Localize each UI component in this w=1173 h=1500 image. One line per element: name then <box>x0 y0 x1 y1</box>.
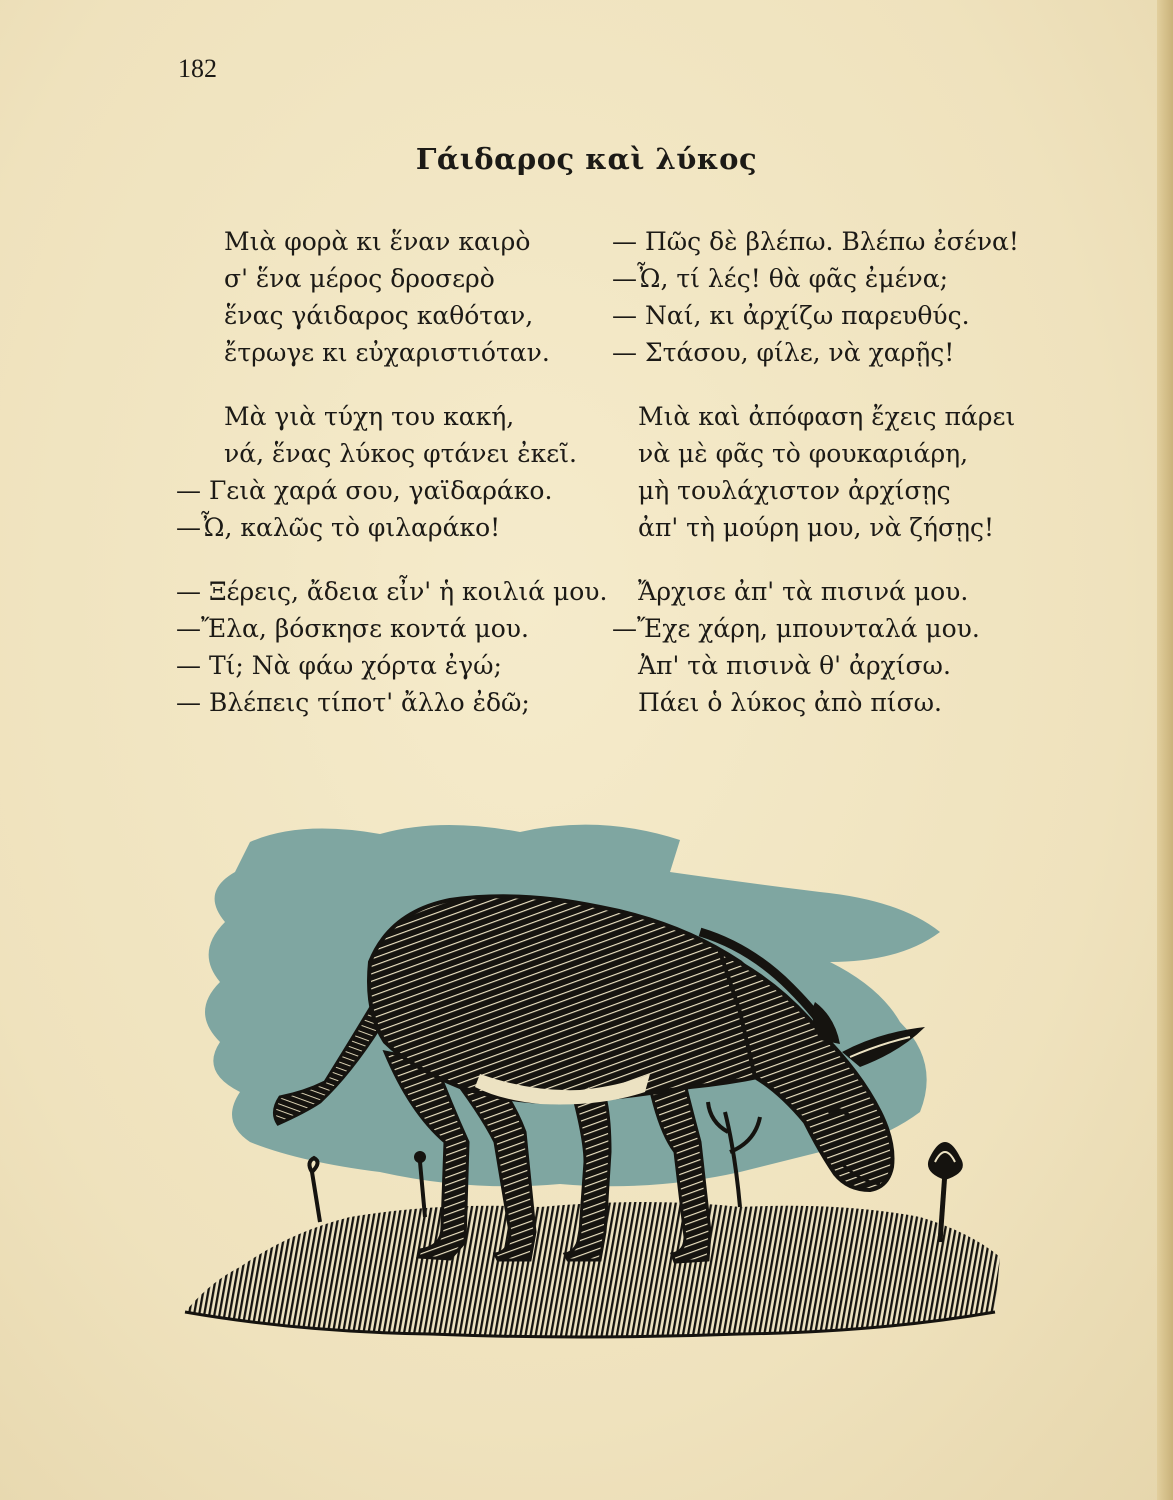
verse-line: Ἀπ' τὰ πισινὰ θ' ἀρχίσω. <box>638 651 951 680</box>
poem-right-column <box>612 223 1019 748</box>
page-number: 182 <box>178 54 217 83</box>
verse-line: — Ναί, κι ἀρχίζω παρευθύς. <box>612 301 970 330</box>
verse-line: — Πῶς δὲ βλέπω. Βλέπω ἐσένα! <box>612 227 1019 256</box>
verse-line: — Ξέρεις, ἄδεια εἶν' ἡ κοιλιά μου. <box>176 577 608 606</box>
verse-line: — Τί; Νὰ φάω χόρτα ἐγώ; <box>176 651 502 680</box>
verse-line: ἀπ' τὴ μούρη μου, νὰ ζήσῃς! <box>638 513 995 542</box>
poem-left-column <box>176 223 607 748</box>
verse-line: νὰ μὲ φᾶς τὸ φουκαριάρη, <box>638 439 969 468</box>
stanza-1 <box>176 223 607 371</box>
verse-line: Μιὰ καὶ ἀπόφαση ἔχεις πάρει <box>638 402 1016 431</box>
stanza-2 <box>176 398 607 546</box>
stanza-6 <box>612 573 1019 721</box>
verse-line: —Ὦ, καλῶς τὸ φιλαράκο! <box>176 513 501 542</box>
verse-line: — Στάσου, φίλε, νὰ χαρῇς! <box>612 338 955 367</box>
verse-line: —Ἔλα, βόσκησε κοντά μου. <box>176 614 529 643</box>
verse-line: —Ἔχε χάρη, μπουνταλά μου. <box>612 614 980 643</box>
stanza-3 <box>176 573 607 721</box>
verse-line: — Γειὰ χαρά σου, γαϊδαράκο. <box>176 476 553 505</box>
page-edge <box>1157 0 1173 1500</box>
verse-line: Πάει ὁ λύκος ἀπὸ πίσω. <box>638 688 942 717</box>
verse-line: σ' ἕνα μέρος δροσερὸ <box>224 264 495 293</box>
donkey-woodcut-illustration <box>180 812 1010 1342</box>
verse-line: νά, ἕνας λύκος φτάνει ἐκεῖ. <box>224 439 577 468</box>
verse-line: μὴ τουλάχιστον ἀρχίσῃς <box>638 476 951 505</box>
verse-line: Ἄρχισε ἀπ' τὰ πισινά μου. <box>638 577 969 606</box>
verse-line: ἔτρωγε κι εὐχαριστιόταν. <box>224 338 550 367</box>
verse-line: Μιὰ φορὰ κι ἕναν καιρὸ <box>224 227 531 256</box>
stanza-5 <box>612 398 1019 546</box>
stanza-4 <box>612 223 1019 371</box>
verse-line: — Βλέπεις τίποτ' ἄλλο ἐδῶ; <box>176 688 530 717</box>
verse-line: Μὰ γιὰ τύχη του κακή, <box>224 402 515 431</box>
verse-line: ἕνας γάιδαρος καθόταν, <box>224 301 534 330</box>
verse-line: —Ὦ, τί λές! θὰ φᾶς ἐμένα; <box>612 264 949 293</box>
poem-title: Γάιδαρος καὶ λύκος <box>415 142 758 176</box>
